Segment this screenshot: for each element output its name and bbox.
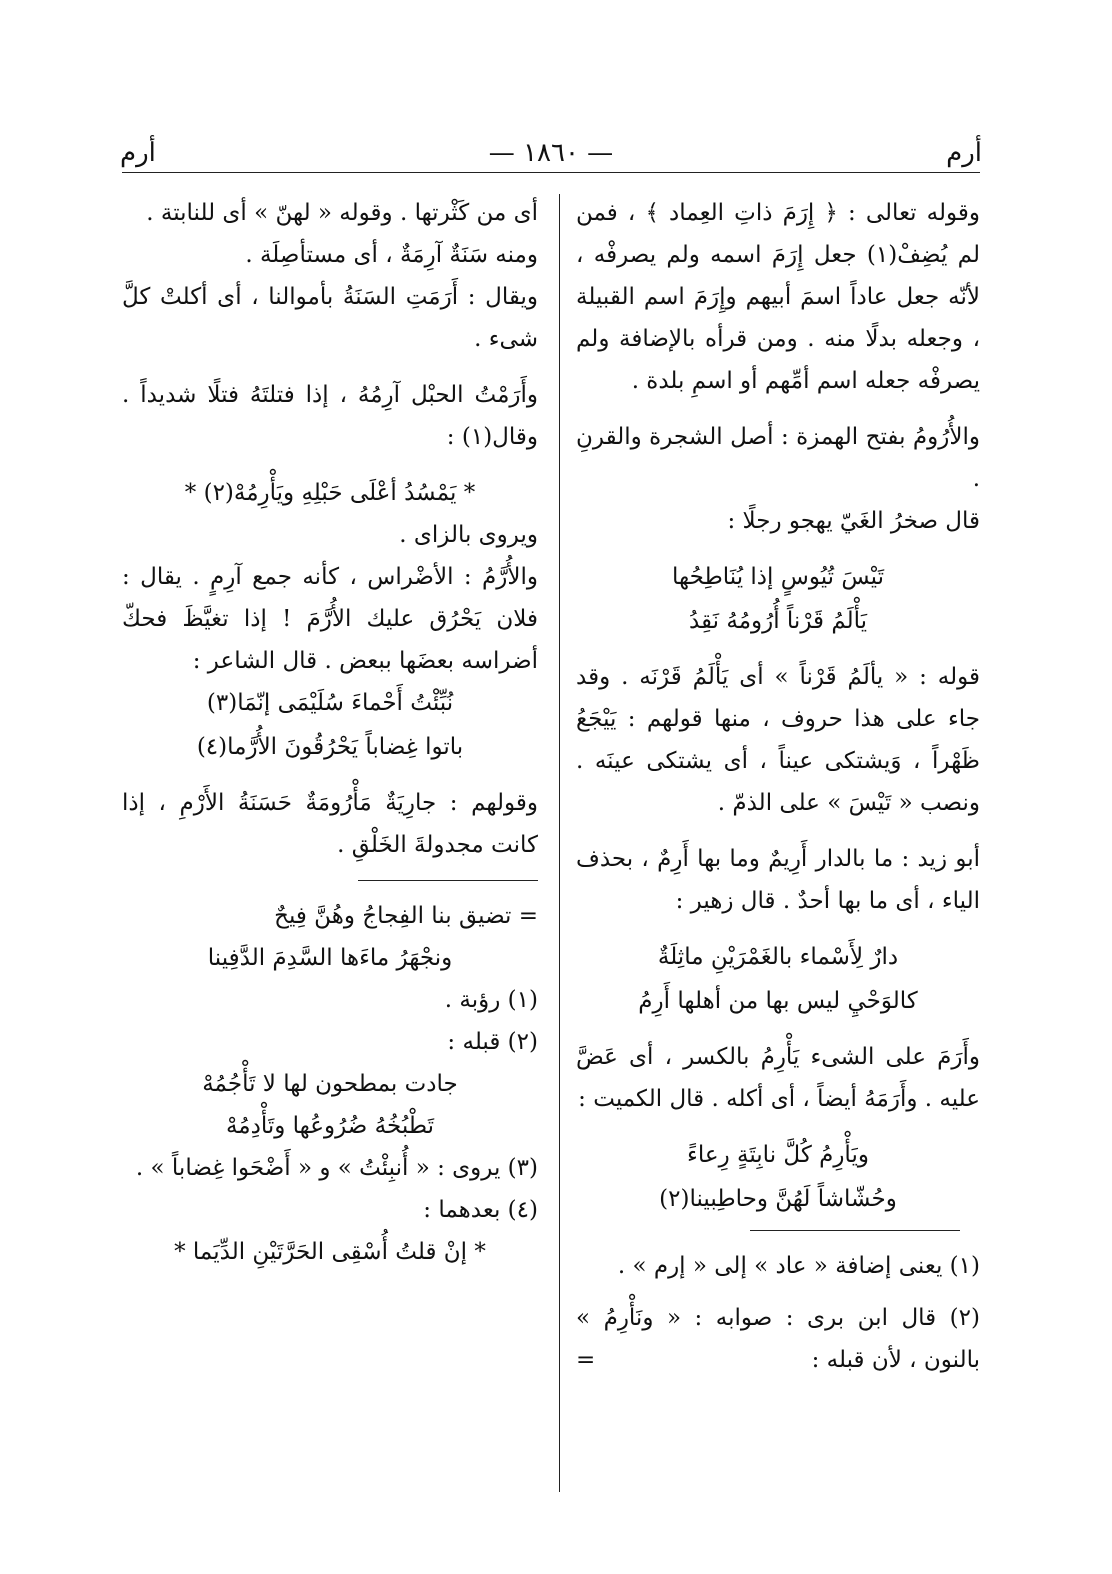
column-divider bbox=[559, 194, 560, 1492]
verse-line: ويَأْرِمُ كُلَّ نابِتَةٍ رِعاءً bbox=[687, 1142, 869, 1168]
footnote-verse: ونجْهَرُ ماءَها السَّدِمَ الدَّفِينا bbox=[207, 945, 453, 971]
headword-left: أرم bbox=[120, 138, 156, 168]
footnote: (٢) قبله : bbox=[447, 1029, 538, 1055]
left-column bbox=[122, 192, 538, 1273]
paragraph: وأَرَمْتُ الحبْل آرِمُهُ ، إذا فتلتَهُ فتلًا شديداً . وقال(١) : bbox=[122, 382, 538, 450]
footnote-rule bbox=[750, 1230, 960, 1231]
paragraph: ويروى بالزاى . bbox=[399, 522, 538, 548]
paragraph: قوله : « يألَمُ قَرْناً » أى يَأْلَمُ قَرْنَه . وقد جاء على هذا حروف ، منها قولهم : يَيْجَعُ ظَهْراً ، وَيشتكى عيناً ، أى يشتكى عينَه . ونصب « تَيْسَ » على الذمّ . bbox=[576, 664, 980, 816]
header-rule bbox=[122, 172, 980, 173]
footnote-verse: تَطْبُخُهُ ضُرُوعُها وتَأْدِمُهْ bbox=[225, 1113, 435, 1139]
paragraph: أبو زيد : ما بالدار أَرِيمٌ وما بها أَرِمٌ ، بحذف الياء ، أى ما بها أحدٌ . قال زهير : bbox=[576, 846, 980, 914]
verse-line: كالوَحْيِ ليس بها من أهلها أَرِمُ bbox=[638, 988, 918, 1014]
paragraph: والأُرَّمُ : الأضْراس ، كأنه جمع آرِمٍ . يقال : فلان يَحْرُق عليك الأُرَّمَ ! إذا تغيَّظَ فحكّ أضراسه بعضَها ببعض . قال الشاعر : bbox=[122, 564, 538, 674]
verse-line: يَأْلَمُ قَرْناً أُرُومُهُ نَقِدُ bbox=[688, 608, 868, 634]
verse-line: * يَمْسُدُ أعْلَى حَبْلِهِ ويَأْرِمُهْ(٢) * bbox=[184, 480, 476, 506]
footnote-verse: جادت بمطحون لها لا تَأْجُمُهْ bbox=[202, 1071, 458, 1097]
footnote: (٣) يروى : « أُنبِئْتُ » و « أَضْحَوا غِضاباً » . bbox=[135, 1155, 538, 1181]
verse-line: دارٌ لِأَسْماء بالغَمْرَيْنِ ماثِلَةٌ bbox=[657, 944, 899, 970]
verse-line: تَيْسَ تُيُوسٍ إذا يُنَاطِحُها bbox=[671, 564, 885, 590]
paragraph: ومنه سَنَةٌ آرِمَةٌ ، أى مستأصِلَة . bbox=[245, 242, 538, 268]
footnote-verse: = تضيق بنا الفِجاجُ وهُنَّ فِيحٌ bbox=[274, 903, 538, 929]
paragraph: وأَرَمَ على الشىء يَأْرِمُ بالكسر ، أى عَضَّ عليه . وأَرَمَهُ أيضاً ، أى أكله . قال الكميت : bbox=[576, 1044, 980, 1112]
footnote-verse: * إنْ قلتُ أُسْقِى الحَرَّتَيْنِ الدِّيَما * bbox=[174, 1239, 486, 1265]
paragraph: ويقال : أَرَمَتِ السَنَةُ بأموالنا ، أى أكلتْ كلَّ شىء . bbox=[122, 284, 538, 352]
paragraph: والأُرُومُ بفتح الهمزة : أصل الشجرة والقرنِ . bbox=[576, 424, 980, 492]
footnote: (٤) بعدهما : bbox=[423, 1197, 538, 1223]
page-number: — ١٨٦٠ — bbox=[488, 138, 614, 168]
footnote: (١) رؤبة . bbox=[444, 987, 538, 1013]
headword-right: أرم bbox=[946, 138, 982, 168]
page-header bbox=[120, 138, 982, 172]
verse-line: وحُشّاشاً لَهُنَّ وحاطِبينا(٢) bbox=[659, 1186, 897, 1212]
paragraph: وقولهم : جارِيَةٌ مَأْرُومَةٌ حَسَنَةُ الأَرْمِ ، إذا كانت مجدولةَ الخَلْقِ . bbox=[122, 790, 538, 858]
footnote-rule bbox=[358, 880, 538, 881]
right-column bbox=[576, 192, 980, 1391]
paragraph: وقوله تعالى : ﴿ إِرَمَ ذاتِ العِماد ﴾ ، فمن لم يُضِفْ(١) جعل إِرَمَ اسمه ولم يصرفْه ، لأنّه جعل عاداً اسمَ أبيهم وإِرَمَ اسم القبيلة ، وجعله بدلًا منه . ومن قرأه بالإضافة ولم يصرفْه جعله اسم أمِّهم أو اسمِ بلدة . bbox=[576, 200, 980, 394]
paragraph: قال صخرُ الغَيّ يهجو رجلًا : bbox=[727, 508, 980, 534]
verse-line: نُبِّئْتُ أَحْماءَ سُلَيْمَى إنّمَا(٣) bbox=[206, 690, 454, 716]
footnote: (٢) قال ابن برى : صوابه : « ونَأْرِمُ » بالنون ، لأن قبله : bbox=[576, 1305, 980, 1373]
paragraph: أى من كَثْرتها . وقوله « لهنّ » أى للنابتة . bbox=[146, 200, 538, 226]
verse-line: باتوا غِضاباً يَحْرُقُونَ الأُرَّما(٤) bbox=[196, 734, 464, 760]
footnote: (١) يعنى إضافة « عاد » إلى « إرم » . bbox=[617, 1253, 980, 1279]
continuation-mark: = bbox=[576, 1347, 596, 1373]
